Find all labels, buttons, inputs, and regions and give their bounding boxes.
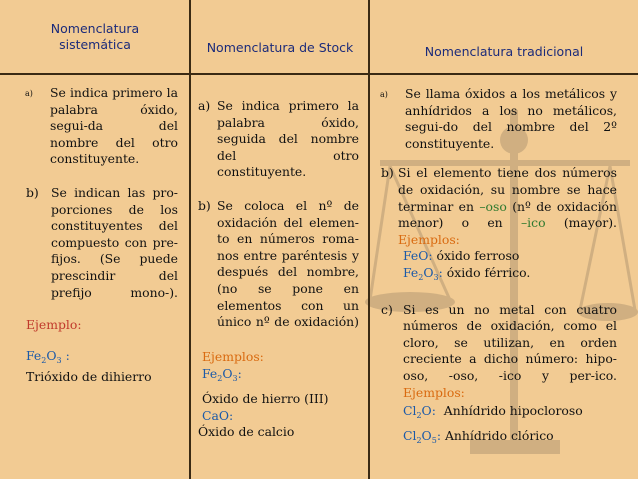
trad-b-ex1-name: óxido ferroso — [436, 248, 520, 264]
trad-rule-b — [381, 165, 617, 248]
rule-b — [26, 185, 178, 301]
example-formula: $Fe_2O_3$ : — [26, 347, 70, 365]
example-title: Ejemplo: — [26, 317, 82, 333]
stock-rule-b — [198, 198, 359, 331]
trad-b-examples — [381, 248, 617, 286]
trad-b-ex1 — [403, 248, 617, 265]
header-tradicional — [370, 0, 638, 73]
header-tradicional-label: Nomenclatura tradicional — [424, 44, 584, 59]
trad-rule-b-text — [398, 165, 617, 248]
trad-b-ex1-formula: FeO: — [403, 248, 433, 264]
trad-rule-b-text-1: Si el elemento tiene dos números de oxidación, su nombre se hace terminar en — [398, 165, 617, 214]
trad-c-ex1-formula: $Cl_2O$: — [403, 403, 436, 421]
trad-rule-c — [381, 302, 617, 385]
stock-rule-a — [198, 98, 359, 181]
trad-b-examples-title: Ejemplos: — [398, 231, 460, 247]
stock-rule-b-text: Se coloca el nº de oxidación del elemen-to en números roma-nos entre paréntesis y después del nombre, (no se pone en elementos con un único nº de oxidación) — [217, 197, 359, 330]
trad-c-ex1-name: Anhídrido hipocloroso — [443, 403, 583, 419]
rule-a-label: a) — [25, 89, 33, 98]
trad-b-ex2 — [403, 265, 617, 287]
trad-rule-a-label: a) — [380, 90, 388, 99]
suffix-oso: –oso — [479, 198, 507, 214]
header-stock-label: Nomenclatura de Stock — [206, 40, 354, 55]
rule-b-label: b) — [26, 184, 39, 200]
stock-rule-b-label: b) — [198, 197, 211, 213]
trad-c-examples-title: Ejemplos: — [403, 384, 465, 400]
trad-rule-a — [381, 86, 617, 152]
stock-ex2-name: Óxido de calcio — [198, 424, 295, 440]
trad-rule-b-label: b) — [381, 165, 394, 181]
column-divider — [368, 0, 370, 479]
example-name: Trióxido de dihierro — [26, 369, 152, 385]
trad-rule-c-text: Si es un no metal con cuatro números de oxidación, como el cloro, se utilizan, en orden creciente a dicho número: hipo-oso, -oso, -ico y per-ico. — [403, 301, 617, 383]
rule-a — [26, 85, 178, 168]
header-sistematica-label: Nomenclatura sistemática — [50, 20, 140, 52]
header-sistematica — [0, 0, 190, 73]
trad-rule-b-text-2: (nº de oxidación menor) o en — [398, 198, 617, 231]
header-stock — [192, 0, 368, 73]
trad-c-ex2 — [403, 428, 617, 450]
suffix-ico: –ico — [520, 215, 546, 231]
trad-rule-c-label: c) — [381, 301, 393, 317]
trad-b-ex2-formula: $Fe_2O_3$: — [403, 264, 443, 282]
column-sistematica — [26, 75, 178, 386]
stock-ex2-formula: CaO: — [202, 407, 234, 423]
column-divider — [189, 0, 191, 479]
stock-rule-a-text: Se indica primero la palabra óxido, seguida del nombre del otro constituyente. — [217, 98, 359, 180]
trad-c-ex1 — [403, 403, 617, 425]
trad-rule-b-text-3: (mayor). — [563, 215, 617, 231]
trad-c-examples — [381, 385, 617, 450]
stock-ex1-formula: $Fe_2O_3$: — [202, 366, 242, 384]
stock-ex1-name: Óxido de hierro (III) — [202, 390, 329, 406]
trad-c-ex2-name: Anhídrido clórico — [444, 427, 554, 443]
trad-rule-a-text: Se llama óxidos a los metálicos y anhídridos a los no metálicos, segui-do del nombre del 2º constituyente. — [405, 86, 617, 151]
column-stock — [198, 75, 359, 441]
stock-rule-a-label: a) — [198, 98, 211, 113]
rule-a-text: Se indica primero la palabra óxido, segui-da del nombre del otro constituyente. — [50, 85, 178, 167]
trad-b-ex2-name: óxido férrico. — [446, 264, 531, 280]
rule-b-text: Se indican las pro-porciones de los constituyentes del compuesto con pre-fijos. (Se puede prescindir del prefijo mono-). — [51, 184, 178, 300]
trad-c-ex2-formula: $Cl_2O_5$: — [403, 427, 441, 445]
stock-examples-title: Ejemplos: — [202, 348, 264, 364]
column-tradicional — [381, 75, 617, 449]
